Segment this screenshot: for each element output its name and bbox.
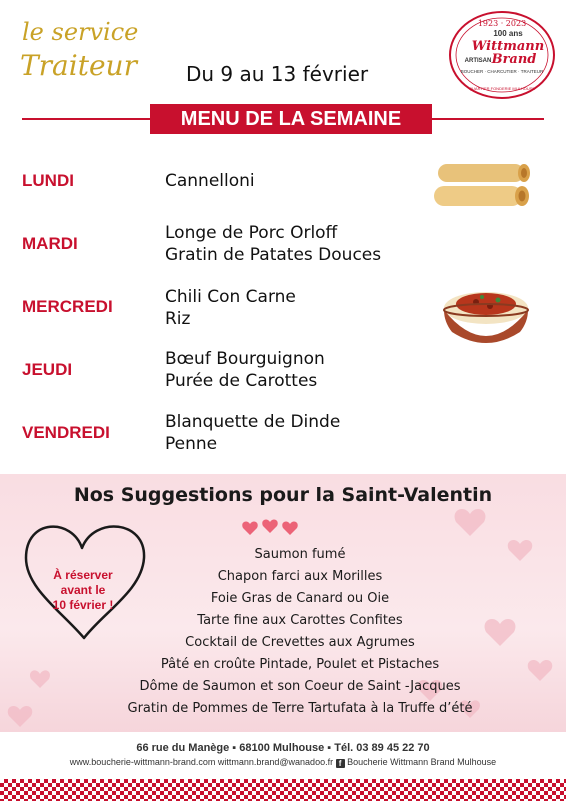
brand-line-2: Traiteur xyxy=(20,49,137,82)
dish-thursday xyxy=(165,348,325,392)
logo-anniversary: 100 ans xyxy=(493,29,523,38)
suggestions-title: Nos Suggestions pour la Saint-Valentin xyxy=(73,484,493,506)
footer-address: 66 rue du Manège ▪ 68100 Mulhouse ▪ Tél. 03 89 45 22 70 xyxy=(136,742,430,754)
list-item: Gratin de Pommes de Terre Tartufata à la Truffe d’été xyxy=(127,701,473,716)
day-monday: LUNDI xyxy=(22,171,74,190)
suggestions-list xyxy=(60,544,540,720)
day-tuesday: MARDI xyxy=(22,234,78,253)
cannelloni-image xyxy=(432,158,532,214)
facebook-link[interactable]: Boucherie Wittmann Brand Mulhouse xyxy=(347,757,497,767)
logo-name-2: Brand xyxy=(491,52,537,67)
email-link[interactable]: wittmann.brand@wanadoo.fr xyxy=(217,757,334,767)
dish-line: Penne xyxy=(165,434,218,454)
logo-name-1: Wittmann xyxy=(471,39,545,54)
dish-monday xyxy=(165,170,255,192)
footer-contacts xyxy=(0,757,566,768)
dish-line: Chili Con Carne xyxy=(165,287,296,307)
dish-line: Blanquette de Dinde xyxy=(165,412,341,432)
website-link[interactable]: www.boucherie-wittmann-brand.com xyxy=(69,757,216,767)
checkered-border xyxy=(0,779,566,801)
day-friday: VENDREDI xyxy=(22,423,110,442)
list-item: Chapon farci aux Morilles xyxy=(217,569,383,584)
list-item: Tarte fine aux Carottes Confites xyxy=(197,613,403,628)
dish-line: Purée de Carottes xyxy=(165,371,318,391)
chili-bowl-image xyxy=(440,282,532,350)
dish-line: Gratin de Patates Douces xyxy=(165,245,382,265)
list-item: Cocktail de Crevettes aux Agrumes xyxy=(185,635,415,650)
list-item: Pâté en croûte Pintade, Poulet et Pistaches xyxy=(160,657,440,672)
list-item: Foie Gras de Canard ou Oie xyxy=(210,591,390,606)
reserve-note-line: À réserver xyxy=(53,568,113,582)
dish-line: Bœuf Bourguignon xyxy=(165,349,325,369)
dish-line: Cannelloni xyxy=(165,171,255,191)
logo-years: 1923 · 2023 xyxy=(477,19,527,28)
brand-line-1: le service xyxy=(22,18,139,46)
wittmann-brand-logo xyxy=(448,10,556,100)
day-thursday: JEUDI xyxy=(22,360,73,379)
dish-friday xyxy=(165,411,340,455)
facebook-icon: f xyxy=(336,759,345,768)
dish-tuesday xyxy=(165,222,381,266)
week-dates: Du 9 au 13 février xyxy=(186,62,369,86)
list-item: Dôme de Saumon et son Coeur de Saint -Jacques xyxy=(139,679,461,694)
reserve-note-line: 10 février ! xyxy=(52,598,114,612)
dish-line: Riz xyxy=(165,309,191,329)
logo-artisan: ARTISAN xyxy=(464,58,492,64)
logo-location: QUARTIER FONDERIE MULHOUSE xyxy=(468,86,536,91)
dish-line: Longe de Porc Orloff xyxy=(165,223,338,243)
menu-banner: MENU DE LA SEMAINE xyxy=(150,104,432,134)
reserve-note-line: avant le xyxy=(60,583,106,597)
list-item: Saumon fumé xyxy=(254,547,346,562)
logo-trades: BOUCHER · CHARCUTIER · TRAITEUR xyxy=(460,69,544,74)
day-wednesday: MERCREDI xyxy=(22,297,113,316)
dish-wednesday xyxy=(165,286,296,330)
